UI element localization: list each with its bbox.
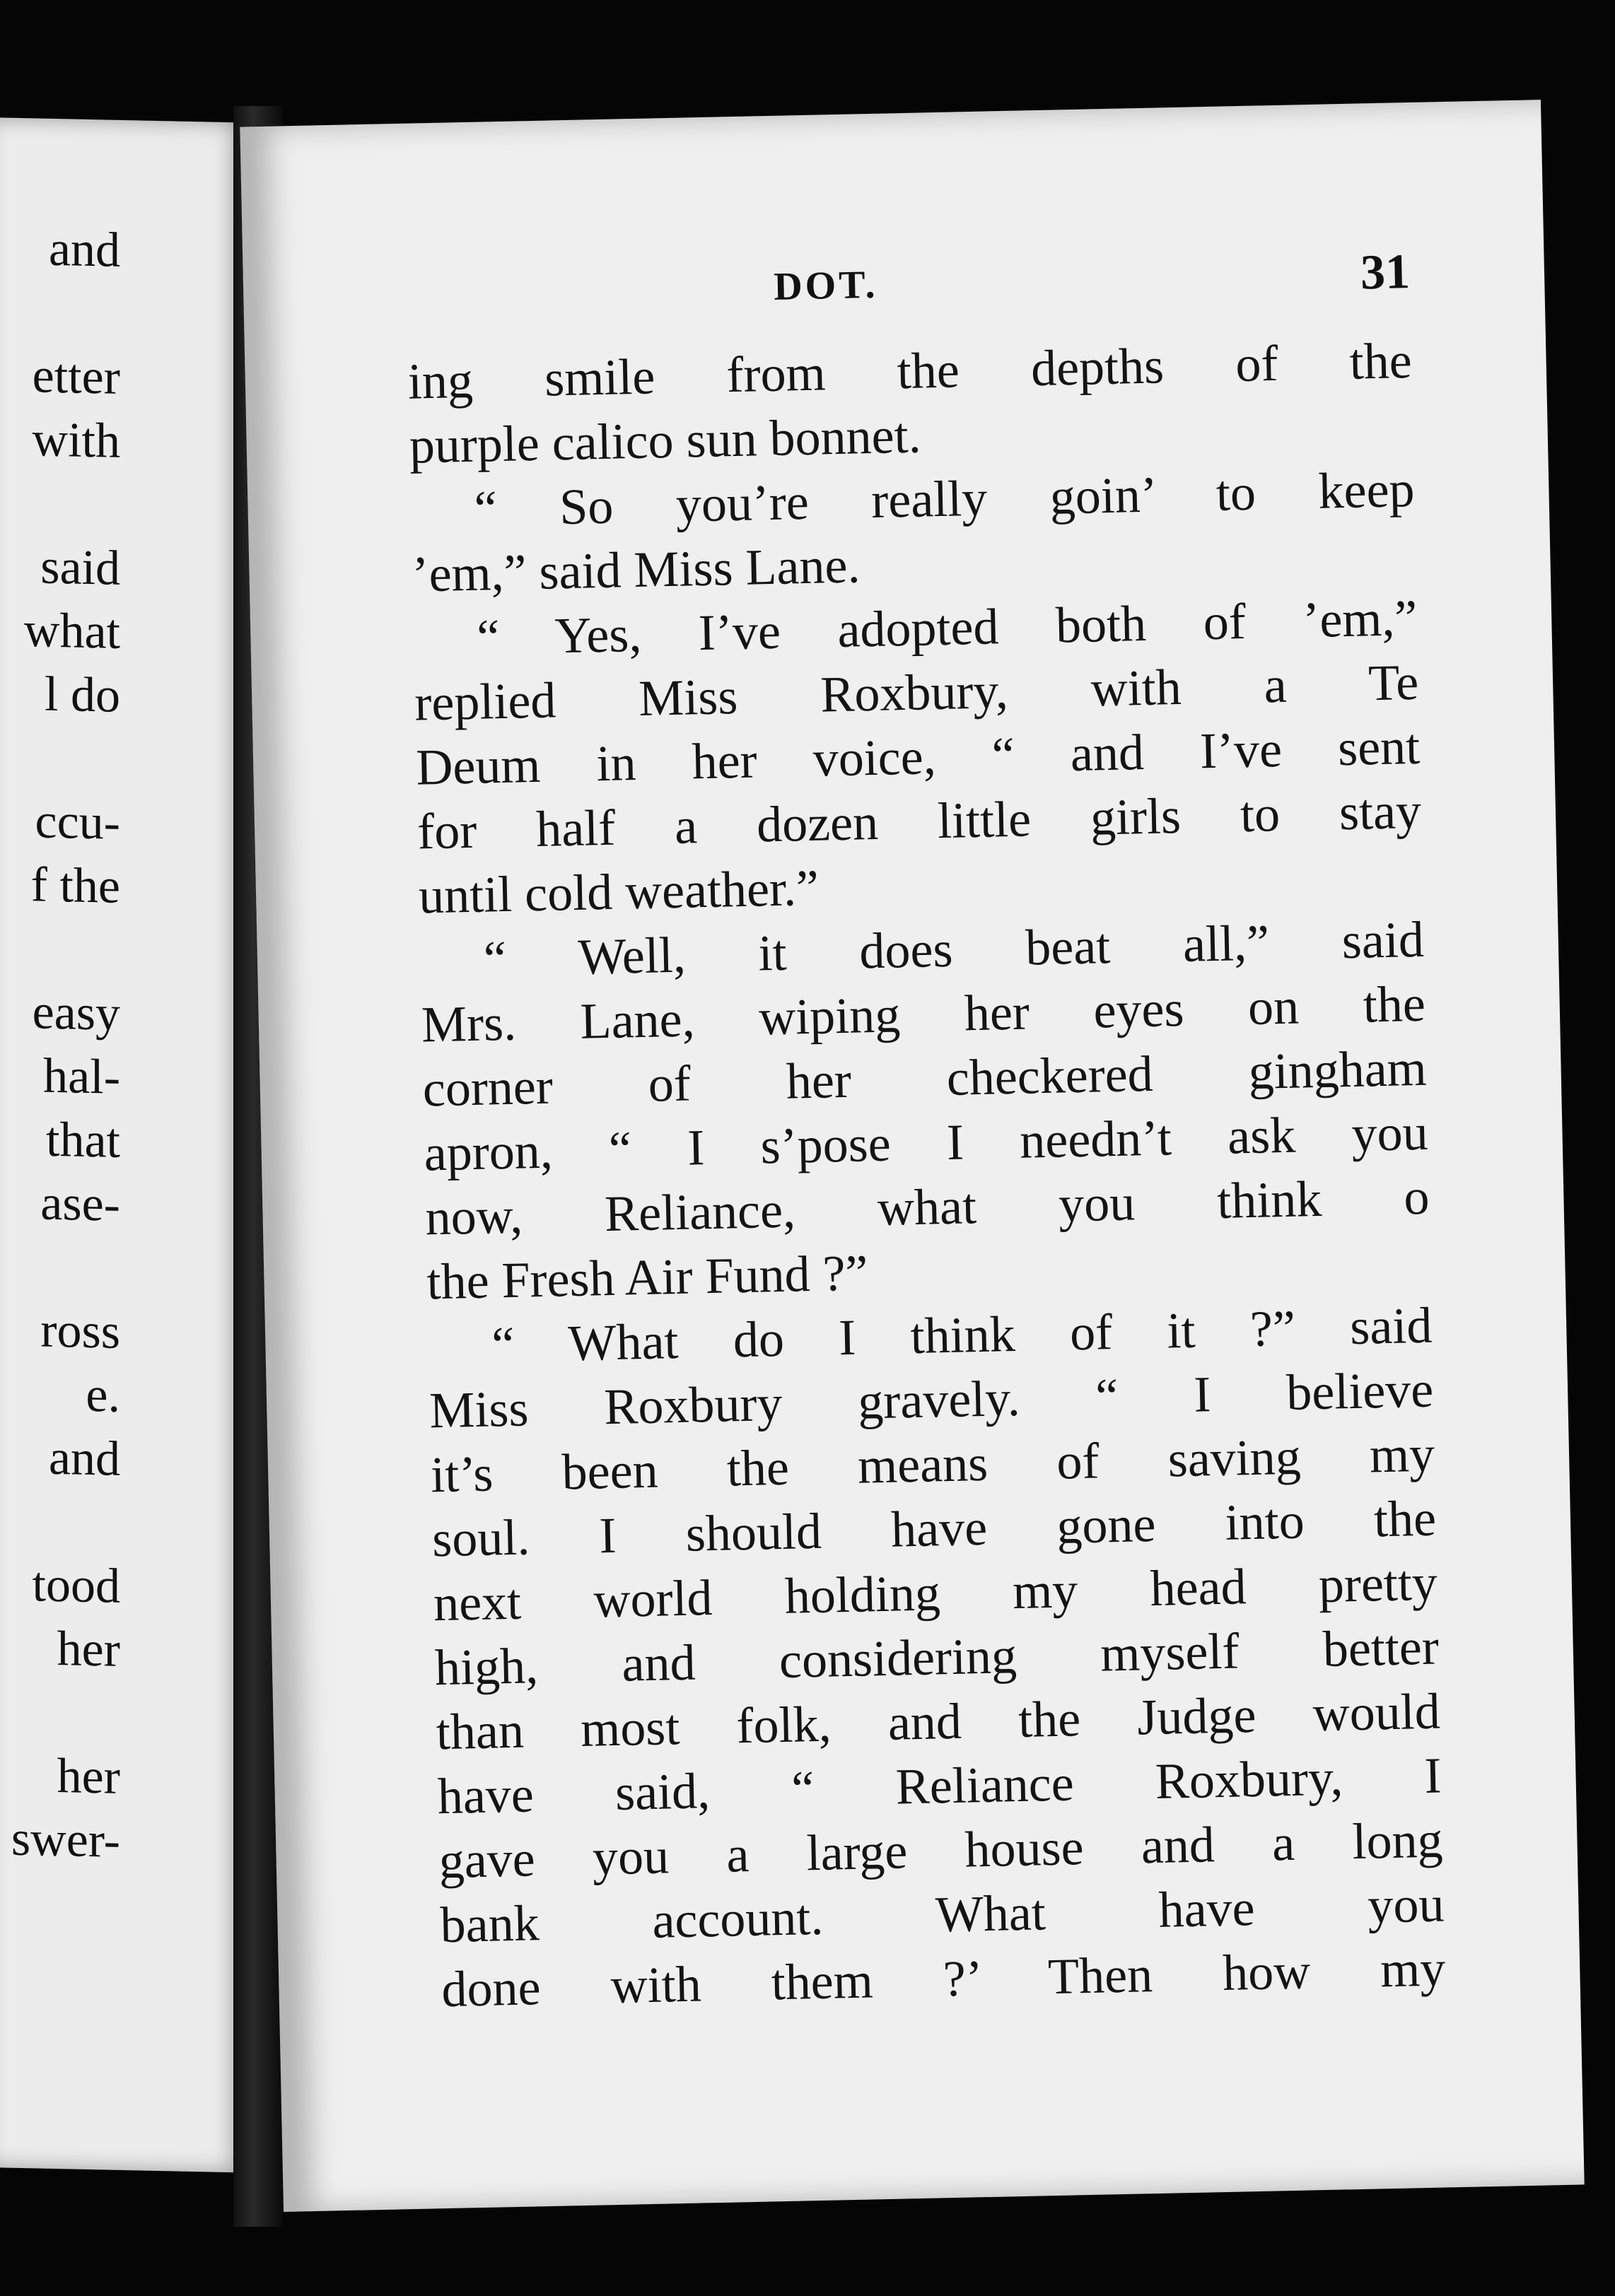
running-head [406,244,1411,336]
left-fragment: f the [30,857,120,914]
text-line: it’s been the means of saving my [430,1425,1435,1504]
left-fragment: swer- [11,1811,120,1868]
text-line: next world holding my head pretty [433,1554,1438,1632]
text-line: until cold weather.” [418,859,820,925]
left-fragment: said [40,539,120,596]
text-line: high, and considering myself better [434,1618,1440,1697]
left-fragment: what [23,603,120,660]
text-line: Miss Roxbury gravely. “ I believe [428,1361,1434,1439]
text-line: ing smile from the depths of the [407,332,1413,410]
text-line: Mrs. Lane, wiping her eyes on the [421,975,1426,1053]
left-fragment: her [57,1749,120,1805]
text-line: gave you a large house and a long [438,1811,1444,1890]
text-line: “ Well, it does beat all,” said [483,910,1425,988]
left-fragment: etter [32,348,120,405]
body-text [407,329,1446,2022]
left-fragment: with [32,412,120,469]
text-line: Deum in her voice, “ and I’ve sent [415,718,1421,796]
text-line: for half a dozen little girls to stay [416,782,1422,860]
left-fragment: easy [32,985,120,1041]
left-fragment: ross [40,1303,120,1359]
text-line: replied Miss Roxbury, with a Te [414,653,1419,732]
left-page-text-fragments [0,117,120,2170]
left-page [0,117,247,2172]
text-line: now, Reliance, what you think o [424,1168,1430,1246]
text-line: apron, “ I s’pose I needn’t ask you [423,1103,1429,1182]
text-line: have said, “ Reliance Roxbury, I [436,1747,1442,1825]
running-head-title: DOT. [773,262,879,309]
left-fragment: tood [32,1557,120,1614]
text-line: “ So you’re really goin’ to keep [473,460,1416,537]
left-fragment: that [46,1112,120,1168]
text-line: than most folk, and the Judge would [436,1682,1441,1761]
left-fragment: hal- [43,1048,120,1105]
left-fragment: and [48,221,120,278]
left-fragment: and [48,1430,120,1487]
text-line: soul. I should have gone into the [431,1489,1437,1568]
text-line: corner of her checkered gingham [422,1039,1428,1118]
text-line: “ Yes, I’ve adopted both of ’em,” [476,589,1418,666]
text-line: done with them ?’ Then how my [441,1940,1447,2018]
left-fragment: her [57,1622,120,1677]
left-fragment: ccu- [35,794,120,850]
page-number: 31 [1360,244,1411,300]
right-page [240,100,1584,2212]
text-line: bank account. What have you [439,1875,1445,1954]
page-content [406,244,1447,2022]
left-fragment: e. [86,1367,120,1423]
text-line: the Fresh Air Fund ?” [426,1244,869,1311]
text-line: purple calico sun bonnet. [408,406,922,474]
text-line: ’em,” said Miss Lane. [411,537,861,603]
left-fragment: ase- [40,1176,120,1232]
left-fragment: l do [45,667,120,723]
text-line: “ What do I think of it ?” said [491,1296,1433,1374]
